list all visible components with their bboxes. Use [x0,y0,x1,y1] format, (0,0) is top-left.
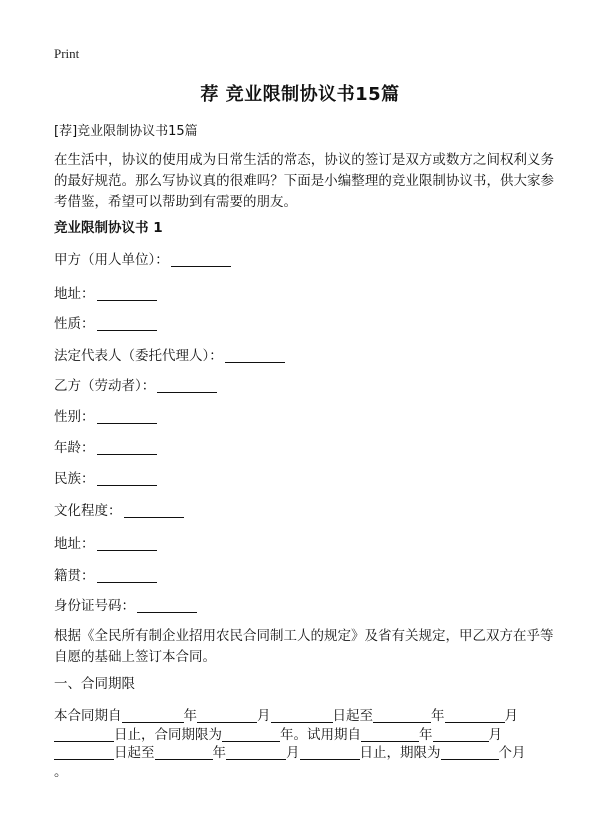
term-text: 年 [419,727,433,743]
term-text: 日起至 [114,745,155,761]
blank-line [54,727,114,742]
blank-line [124,503,184,518]
term-text: 月 [504,708,518,724]
blank-line [122,708,184,723]
blank-line [97,409,157,424]
field-native-place [54,564,157,584]
intro-paragraph: 在生活中，协议的使用成为日常生活的常态，协议的签订是双方或数方之间权利义务的最好规范。那么写协议真的很难吗？下面是小编整理的竞业限制协议书，供大家参考借鉴，希望可以帮助到有需要的朋友。 [54,152,554,210]
blank-line [97,536,157,551]
field-label: 乙方（劳动者）： [54,378,156,394]
term-line-3 [54,741,526,761]
field-label: 籍贯： [54,568,95,584]
term-text: 。 [54,764,68,780]
term-text: 年 [183,708,197,724]
blank-line [54,745,114,760]
blank-line [137,598,197,613]
field-label: 年龄： [54,440,95,456]
field-label: 法定代表人（委托代理人）： [54,348,223,364]
blank-line [361,727,419,742]
field-legal-rep [54,344,285,364]
field-label: 性质： [54,316,95,332]
blank-line [222,727,280,742]
term-text: 年 [212,745,226,761]
field-label: 地址： [54,536,95,552]
blank-line [226,745,286,760]
blank-line [171,252,231,267]
field-address-b [54,532,157,552]
term-text: 月 [488,727,502,743]
term-text: 日起至 [332,708,373,724]
field-label: 文化程度： [54,503,122,519]
field-label: 地址： [54,286,95,302]
field-party-b [54,374,217,394]
blank-line [433,727,489,742]
blank-line [97,471,157,486]
document-subtitle: [荐]竞业限制协议书15篇 [54,124,198,139]
term-text: 个月 [498,745,526,761]
field-label: 甲方（用人单位）： [54,252,169,268]
field-label: 民族： [54,471,95,487]
section-heading: 竞业限制协议书 1 [54,220,163,236]
blank-line [441,745,499,760]
blank-line [300,745,360,760]
blank-line [271,708,333,723]
field-gender [54,405,157,425]
field-education [54,499,184,519]
blank-line [445,708,505,723]
term-text: 年。试用期自 [280,727,361,743]
clause-heading: 一、合同期限 [54,676,135,692]
blank-line [97,568,157,583]
blank-line [225,348,285,363]
field-age [54,436,157,456]
blank-line [97,286,157,301]
field-address-a [54,282,157,302]
basis-paragraph: 根据《全民所有制企业招用农民合同制工人的规定》及省有关规定，甲乙双方在乎等自愿的基础上签订本合同。 [54,628,554,665]
term-text: 日止，期限为 [359,745,441,761]
field-label: 身份证号码： [54,598,135,614]
term-text: 本合同期自 [54,708,122,724]
blank-line [155,745,213,760]
term-text: 日止，合同期限为 [114,727,222,743]
term-line-2 [54,723,502,743]
term-line-4 [54,760,68,780]
term-text: 年 [431,708,445,724]
blank-line [157,378,217,393]
field-id-number [54,594,197,614]
page-title: 荐 竞业限制协议书15篇 [200,84,400,105]
field-party-a [54,248,231,268]
field-label: 性别： [54,409,95,425]
print-link[interactable]: Print [54,46,80,61]
term-text: 月 [257,708,271,724]
blank-line [197,708,257,723]
blank-line [373,708,431,723]
field-nature [54,312,157,332]
blank-line [97,316,157,331]
blank-line [97,440,157,455]
term-text: 月 [286,745,300,761]
field-ethnicity [54,467,157,487]
term-line-1 [54,704,518,724]
